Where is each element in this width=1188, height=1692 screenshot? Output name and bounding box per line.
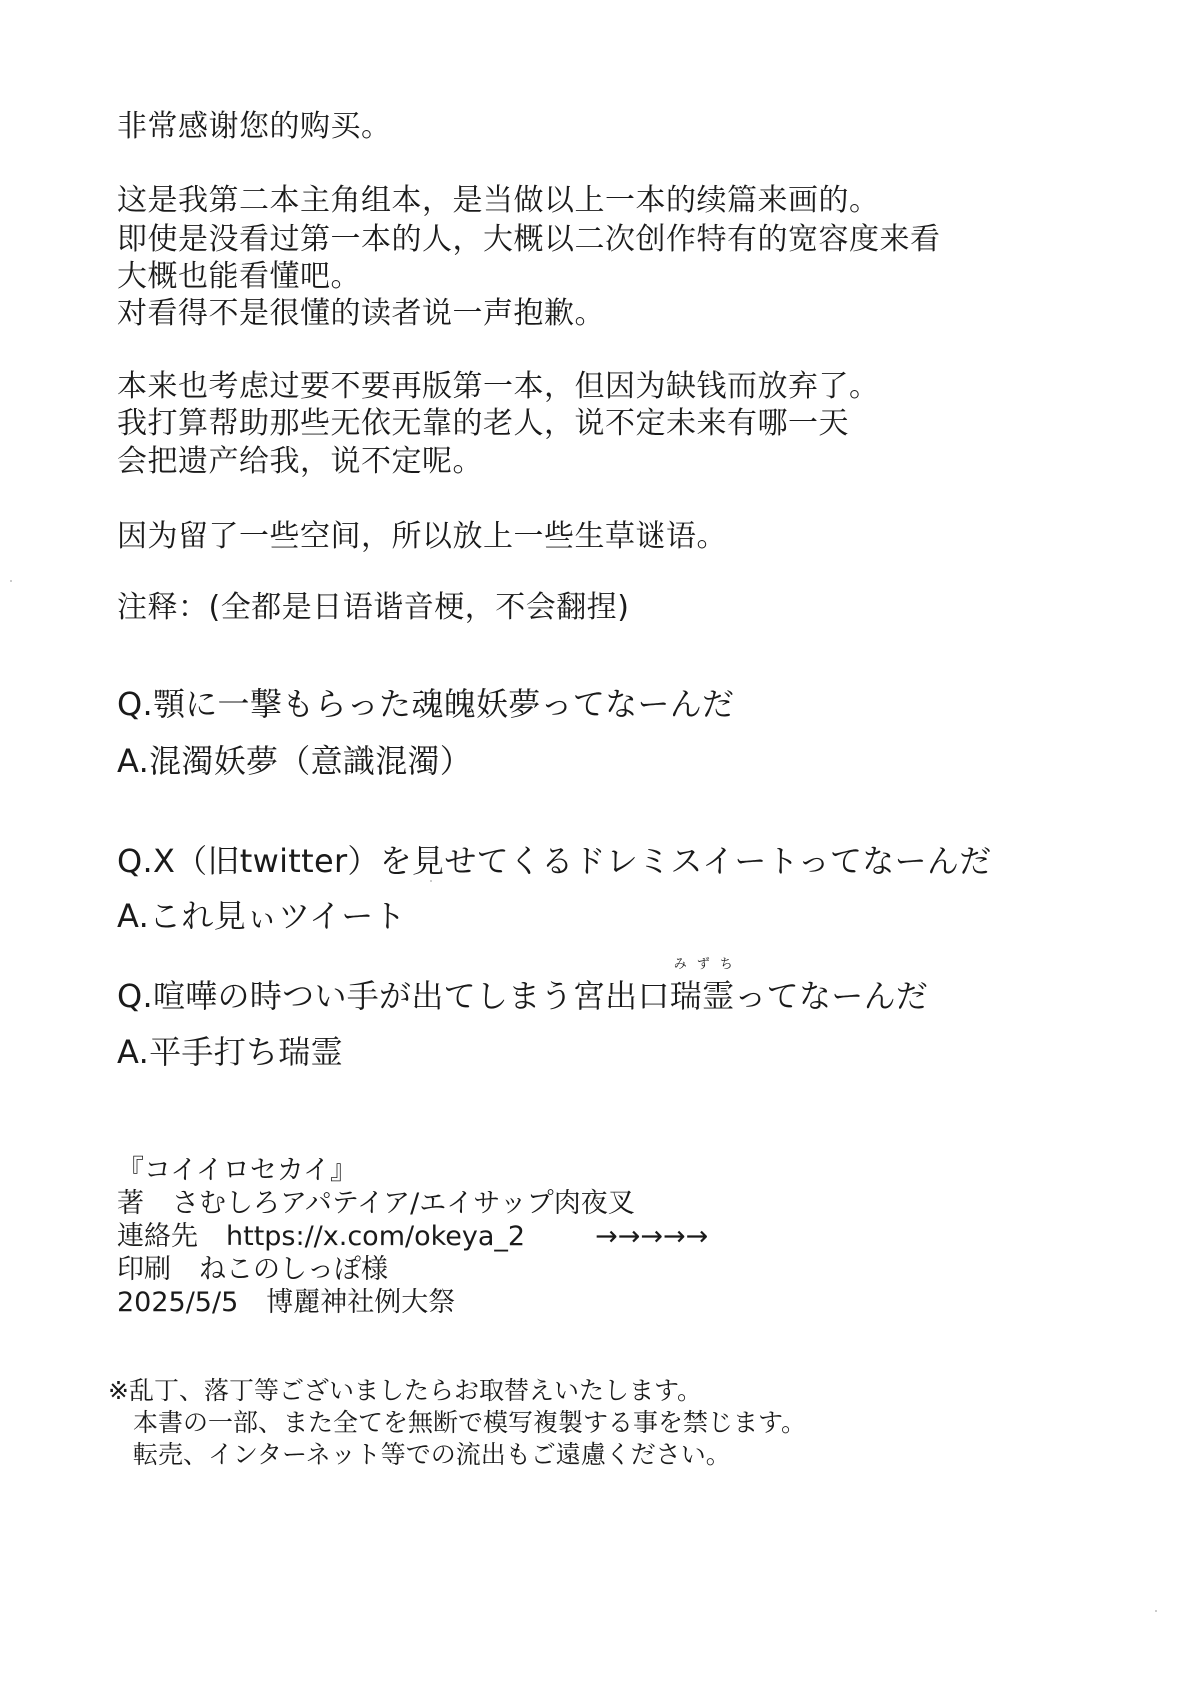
reprint-line: 会把遗产给我，说不定呢。 <box>117 444 483 479</box>
riddle-question-start: Q.喧嘩の時つい手が出てしまう宮出口 <box>117 977 670 1015</box>
notice-line: 本書の一部、また全てを無断で模写複製する事を禁じます。 <box>133 1408 807 1437</box>
author-label: 著 <box>117 1188 144 1219</box>
scan-speck <box>10 580 12 582</box>
event-name: 博麗神社例大祭 <box>266 1287 456 1318</box>
event-date: 2025/5/5 <box>117 1287 239 1318</box>
riddle-question-end: ってなーんだ <box>734 977 929 1015</box>
riddle-answer: A.混濁妖夢（意識混濁） <box>117 742 473 780</box>
riddle-answer: A.これ見ぃツイート <box>117 897 406 935</box>
intro-line: 对看得不是很懂的读者说一声抱歉。 <box>117 296 605 331</box>
scan-speck <box>430 880 432 882</box>
contact-row <box>117 1223 708 1250</box>
riddle-question <box>117 957 929 1015</box>
contact-label: 連絡先 <box>117 1221 198 1252</box>
annotation-line: 注释：(全都是日语谐音梗，不会翻捏) <box>117 590 630 625</box>
notice-line: 転売、インターネット等での流出もご遠慮ください。 <box>133 1440 731 1469</box>
space-note-line: 因为留了一些空间，所以放上一些生草谜语。 <box>117 519 727 554</box>
scan-speck <box>1155 1610 1157 1612</box>
intro-line: 大概也能看懂吧。 <box>117 259 361 294</box>
notice-line: ※乱丁、落丁等ございましたらお取替えいたします。 <box>108 1376 702 1405</box>
riddle-answer: A.平手打ち瑞霊 <box>117 1033 343 1071</box>
riddle-question: Q.X（旧twitter）を見せてくるドレミスイートってなーんだ <box>117 842 992 880</box>
reprint-line: 我打算帮助那些无依无靠的老人，说不定未来有哪一天 <box>117 406 849 441</box>
reprint-line: 本来也考虑过要不要再版第一本，但因为缺钱而放弃了。 <box>117 369 880 404</box>
arrows: →→→→→ <box>595 1221 709 1252</box>
printer-value: ねこのしっぽ様 <box>199 1254 388 1285</box>
ruby-word <box>669 957 743 1015</box>
author-value: さむしろアパテイア/エイサップ肉夜叉 <box>172 1188 635 1219</box>
intro-line: 即使是没看过第一本的人，大概以二次创作特有的宽容度来看 <box>117 222 941 257</box>
contact-url[interactable]: https://x.com/okeya_2 <box>226 1221 526 1252</box>
book-title: 『コイイロセカイ』 <box>117 1155 358 1186</box>
intro-line: 这是我第二本主角组本，是当做以上一本的续篇来画的。 <box>117 183 880 218</box>
riddle-question: Q.顎に一撃もらった魂魄妖夢ってなーんだ <box>117 685 735 723</box>
ruby-reading: みずち <box>673 957 743 972</box>
ruby-base: 瑞霊 <box>669 977 735 1015</box>
event-row <box>117 1289 455 1316</box>
printer-label: 印刷 <box>117 1254 171 1285</box>
printer-row <box>117 1256 388 1283</box>
thanks-line: 非常感谢您的购买。 <box>117 109 392 144</box>
author-row <box>117 1190 635 1217</box>
